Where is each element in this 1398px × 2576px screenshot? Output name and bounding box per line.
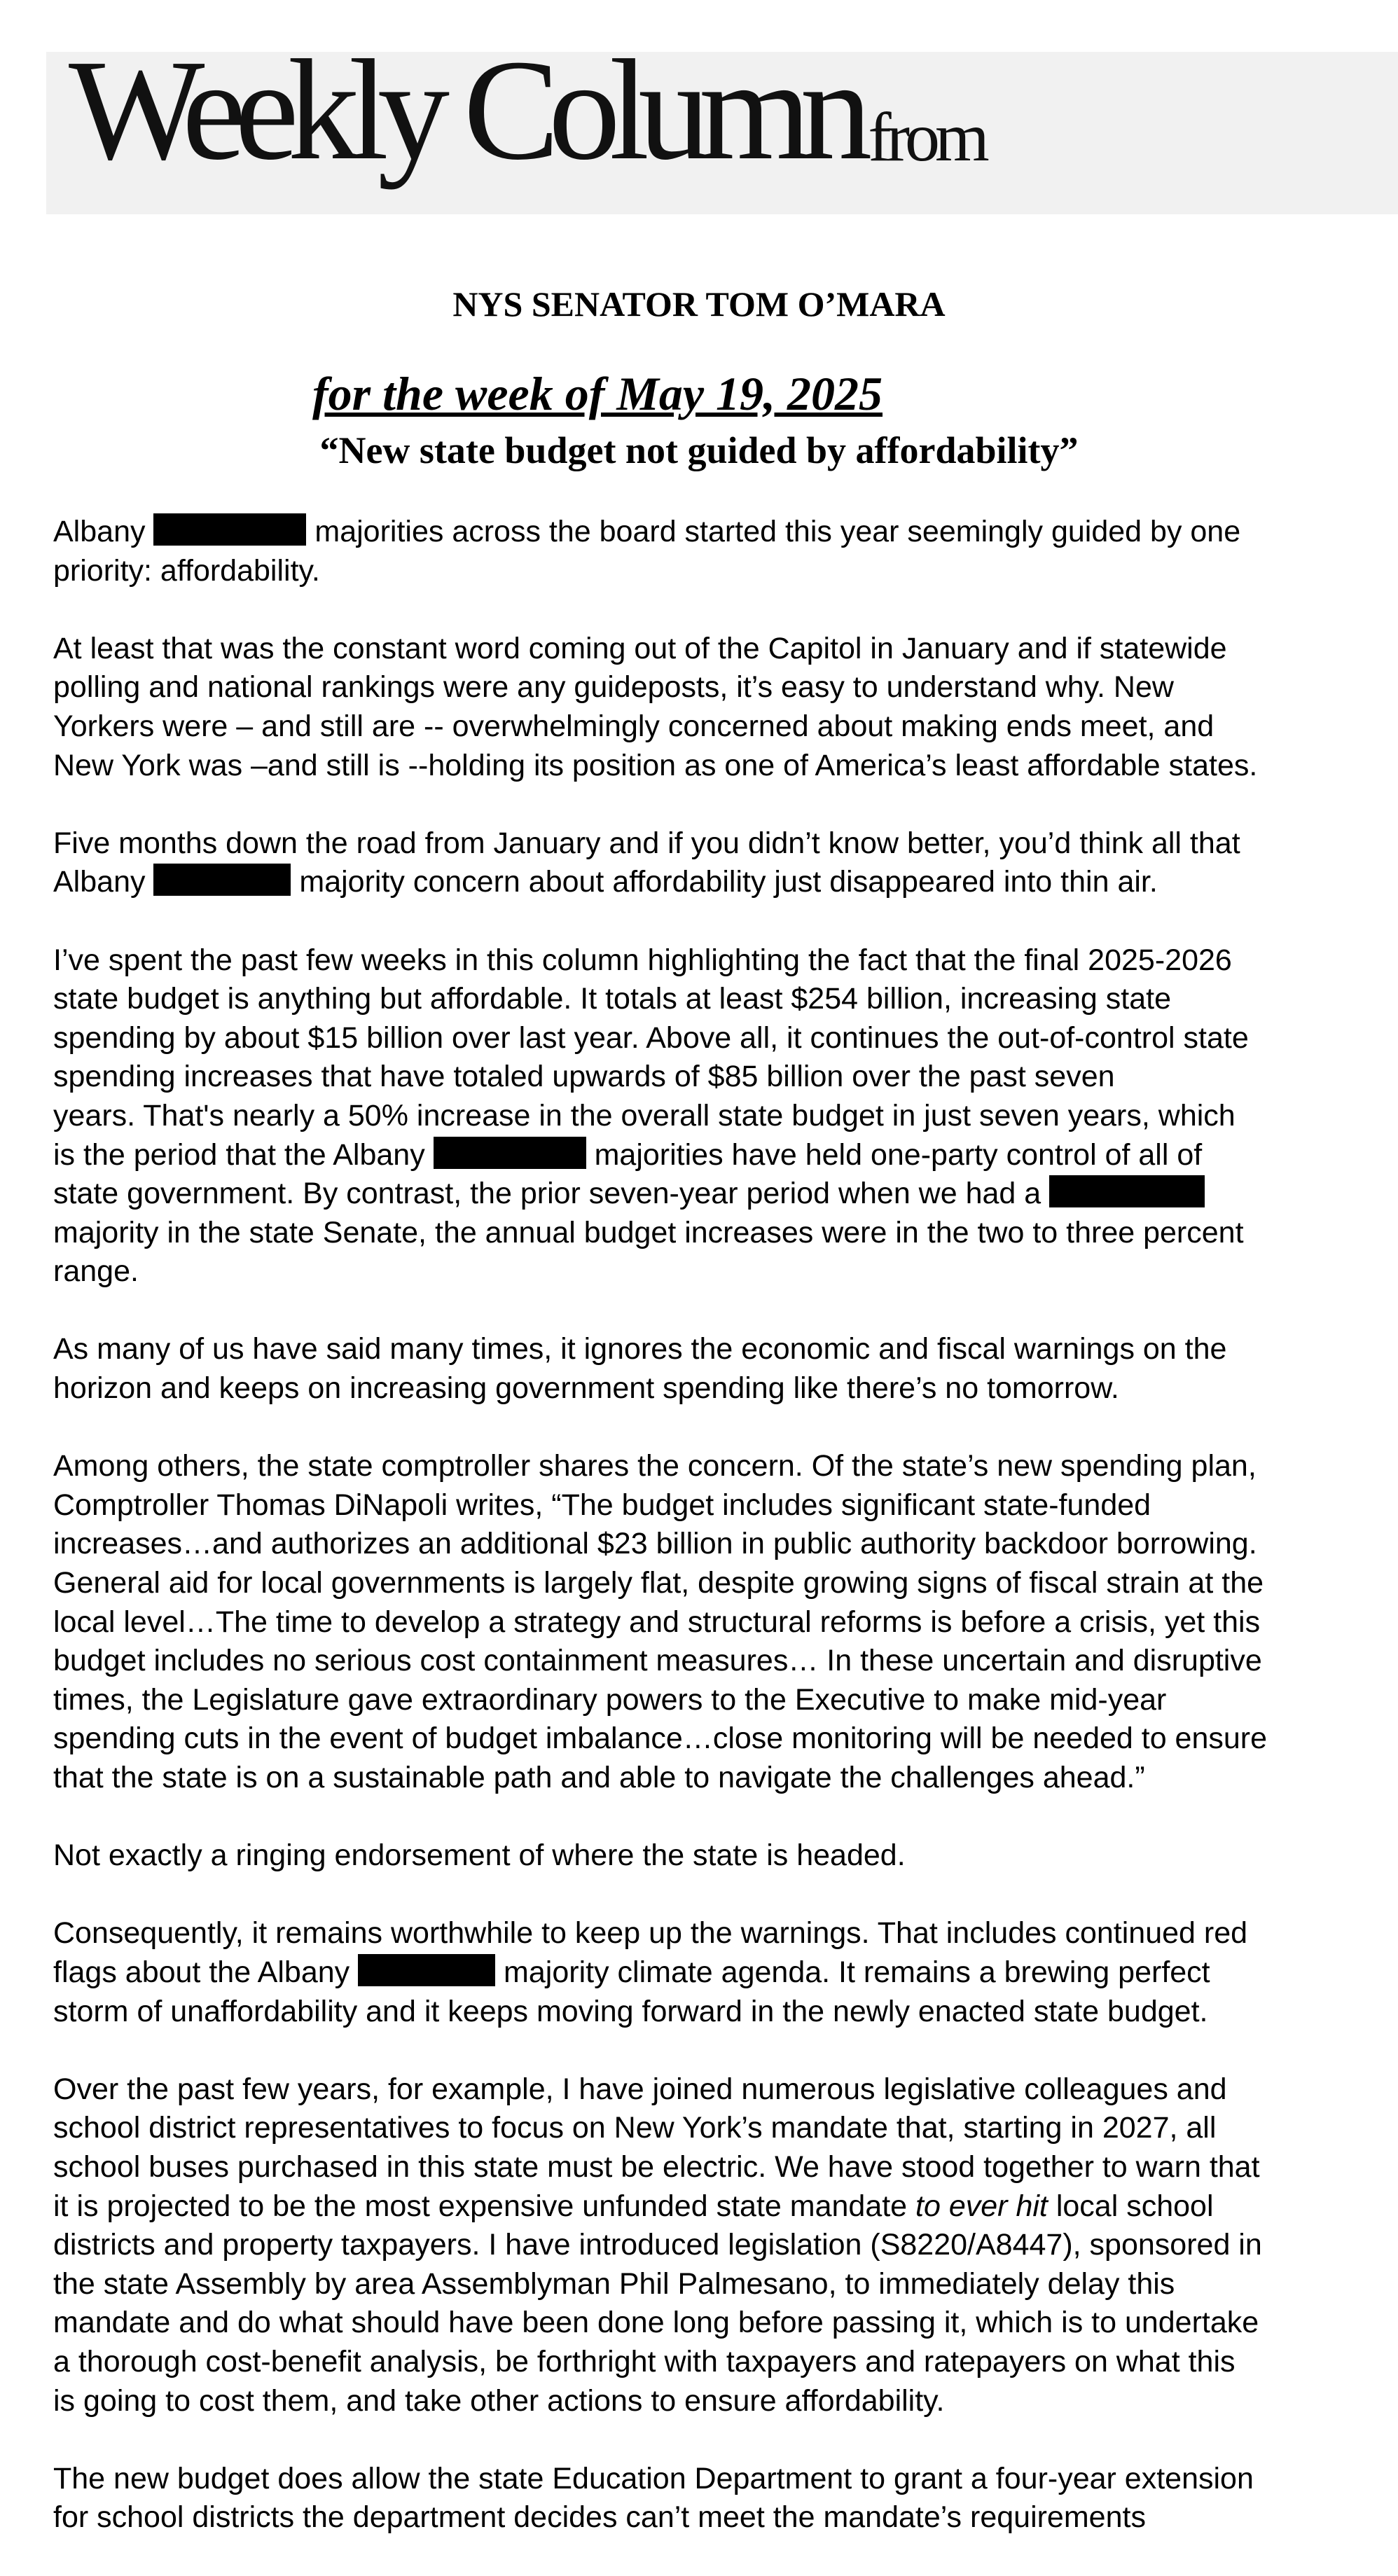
text-line: for school districts the department decides can’t meet the mandate’s requirements — [53, 2500, 1146, 2535]
text-line: Among others, the state comptroller shares the concern. Of the state’s new spending plan, — [53, 1449, 1257, 1483]
text-line: New York was –and still is --holding its position as one of America’s least affordable states. — [53, 748, 1258, 782]
paragraph-4 — [53, 941, 1370, 1292]
text-line: the state Assembly by area Assemblyman Phil Palmesano, to immediately delay this — [53, 2266, 1175, 2301]
paragraph-7 — [53, 1836, 1370, 1876]
text-line: flags about the Albany majority climate agenda. It remains a brewing perfect — [53, 1955, 1210, 1989]
paragraph-9 — [53, 2070, 1370, 2421]
paragraph-8 — [53, 1914, 1370, 2031]
text-line: that the state is on a sustainable path and able to navigate the challenges ahead.” — [53, 1761, 1145, 1794]
text-line: Over the past few years, for example, I have joined numerous legislative colleagues and — [53, 2072, 1227, 2106]
text-line: General aid for local governments is largely flat, despite growing signs of fiscal strain at the — [53, 1566, 1264, 1600]
redaction-box — [153, 513, 306, 546]
text-line: state government. By contrast, the prior seven-year period when we had a — [53, 1175, 1370, 1214]
paragraph-5 — [53, 1330, 1370, 1408]
text-line: state budget is anything but affordable. It totals at least $254 billion, increasing state — [53, 982, 1172, 1016]
text-line: spending increases that have totaled upwards of $85 billion over the past seven — [53, 1060, 1115, 1094]
paragraph-6 — [53, 1447, 1370, 1797]
column-headline: “New state budget not guided by affordability” — [319, 429, 1079, 471]
redaction-box — [1049, 1175, 1205, 1207]
text-line: Albany majority concern about affordability just disappeared into thin air. — [53, 865, 1158, 899]
text-line: Not exactly a ringing endorsement of where the state is headed. — [53, 1838, 906, 1873]
masthead-title — [69, 29, 985, 214]
week-line: for the week of May 19, 2025 — [312, 367, 883, 420]
text-line: Five months down the road from January and if you didn’t know better, you’d think all that — [53, 826, 1240, 860]
text-line: Consequently, it remains worthwhile to keep up the warnings. That includes continued red — [53, 1916, 1248, 1951]
text-line: At least that was the constant word coming out of the Capitol in January and if statewide — [53, 631, 1227, 665]
masthead-title-suffix: from — [868, 98, 985, 176]
redaction-box — [358, 1954, 495, 1986]
text-line: times, the Legislature gave extraordinary powers to the Executive to make mid-year — [53, 1682, 1167, 1717]
paragraph-3 — [53, 824, 1370, 902]
text-line: Comptroller Thomas DiNapoli writes, “The budget includes significant state-funded — [53, 1488, 1151, 1522]
text-line: majority in the state Senate, the annual budget increases were in the two to three percent — [53, 1215, 1244, 1249]
text-line: local level…The time to develop a strategy and structural reforms is before a crisis, yet this — [53, 1605, 1261, 1639]
text-line: it is projected to be the most expensive unfunded state mandate to ever hit local school — [53, 2189, 1214, 2223]
text-line: increases…and authorizes an additional $23 billion in public authority backdoor borrowing. — [53, 1527, 1257, 1561]
text-line: is going to cost them, and take other actions to ensure affordability. — [53, 2383, 945, 2418]
redaction-box — [434, 1137, 586, 1169]
text-line: Yorkers were – and still are -- overwhelmingly concerned about making ends meet, and — [53, 709, 1214, 743]
text-line: is the period that the Albany majorities have held one-party control of all of — [53, 1137, 1203, 1172]
redaction-box — [153, 864, 291, 896]
text-line: I’ve spent the past few weeks in this column highlighting the fact that the final 2025-2026 — [53, 943, 1232, 977]
text-line: spending by about $15 billion over last year. Above all, it continues the out-of-control state — [53, 1020, 1249, 1055]
text-line: spending cuts in the event of budget imbalance…close monitoring will be needed to ensure — [53, 1722, 1268, 1756]
text-line: school district representatives to focus on New York’s mandate that, starting in 2027, all — [53, 2111, 1217, 2145]
text-line: range. — [53, 1254, 139, 1289]
text-line: years. That's nearly a 50% increase in the overall state budget in just seven years, which — [53, 1098, 1236, 1133]
text-line: a thorough cost-benefit analysis, be forthright with taxpayers and ratepayers on what this — [53, 2344, 1236, 2378]
paragraph-10 — [53, 2460, 1370, 2537]
text-line: school buses purchased in this state must be electric. We have stood together to warn that — [53, 2149, 1260, 2184]
text-line: horizon and keeps on increasing government spending like there’s no tomorrow. — [53, 1371, 1119, 1406]
emphasis-text: to ever hit — [915, 2189, 1048, 2223]
text-line: storm of unaffordability and it keeps moving forward in the newly enacted state budget. — [53, 1994, 1208, 2028]
text-line: priority: affordability. — [53, 553, 320, 588]
text-line: As many of us have said many times, it ignores the economic and fiscal warnings on the — [53, 1332, 1227, 1366]
column-body — [53, 513, 1370, 2576]
text-line: mandate and do what should have been done long before passing it, which is to undertake — [53, 2306, 1259, 2340]
text-line: The new budget does allow the state Education Department to grant a four-year extension — [53, 2461, 1254, 2495]
text-line: districts and property taxpayers. I have introduced legislation (S8220/A8447), sponsored in — [53, 2228, 1262, 2262]
paragraph-2 — [53, 630, 1370, 785]
masthead-title-main: Weekly Column — [69, 29, 861, 190]
masthead-banner — [46, 29, 1398, 214]
text-line: budget includes no serious cost containment measures… In these uncertain and disruptive — [53, 1644, 1262, 1678]
text-line: polling and national rankings were any guideposts, it’s easy to understand why. New — [53, 670, 1174, 705]
text-line: Albany majorities across the board started this year seemingly guided by one — [53, 515, 1241, 548]
senator-name: NYS SENATOR TOM O’MARA — [452, 284, 946, 324]
paragraph-1 — [53, 513, 1370, 590]
